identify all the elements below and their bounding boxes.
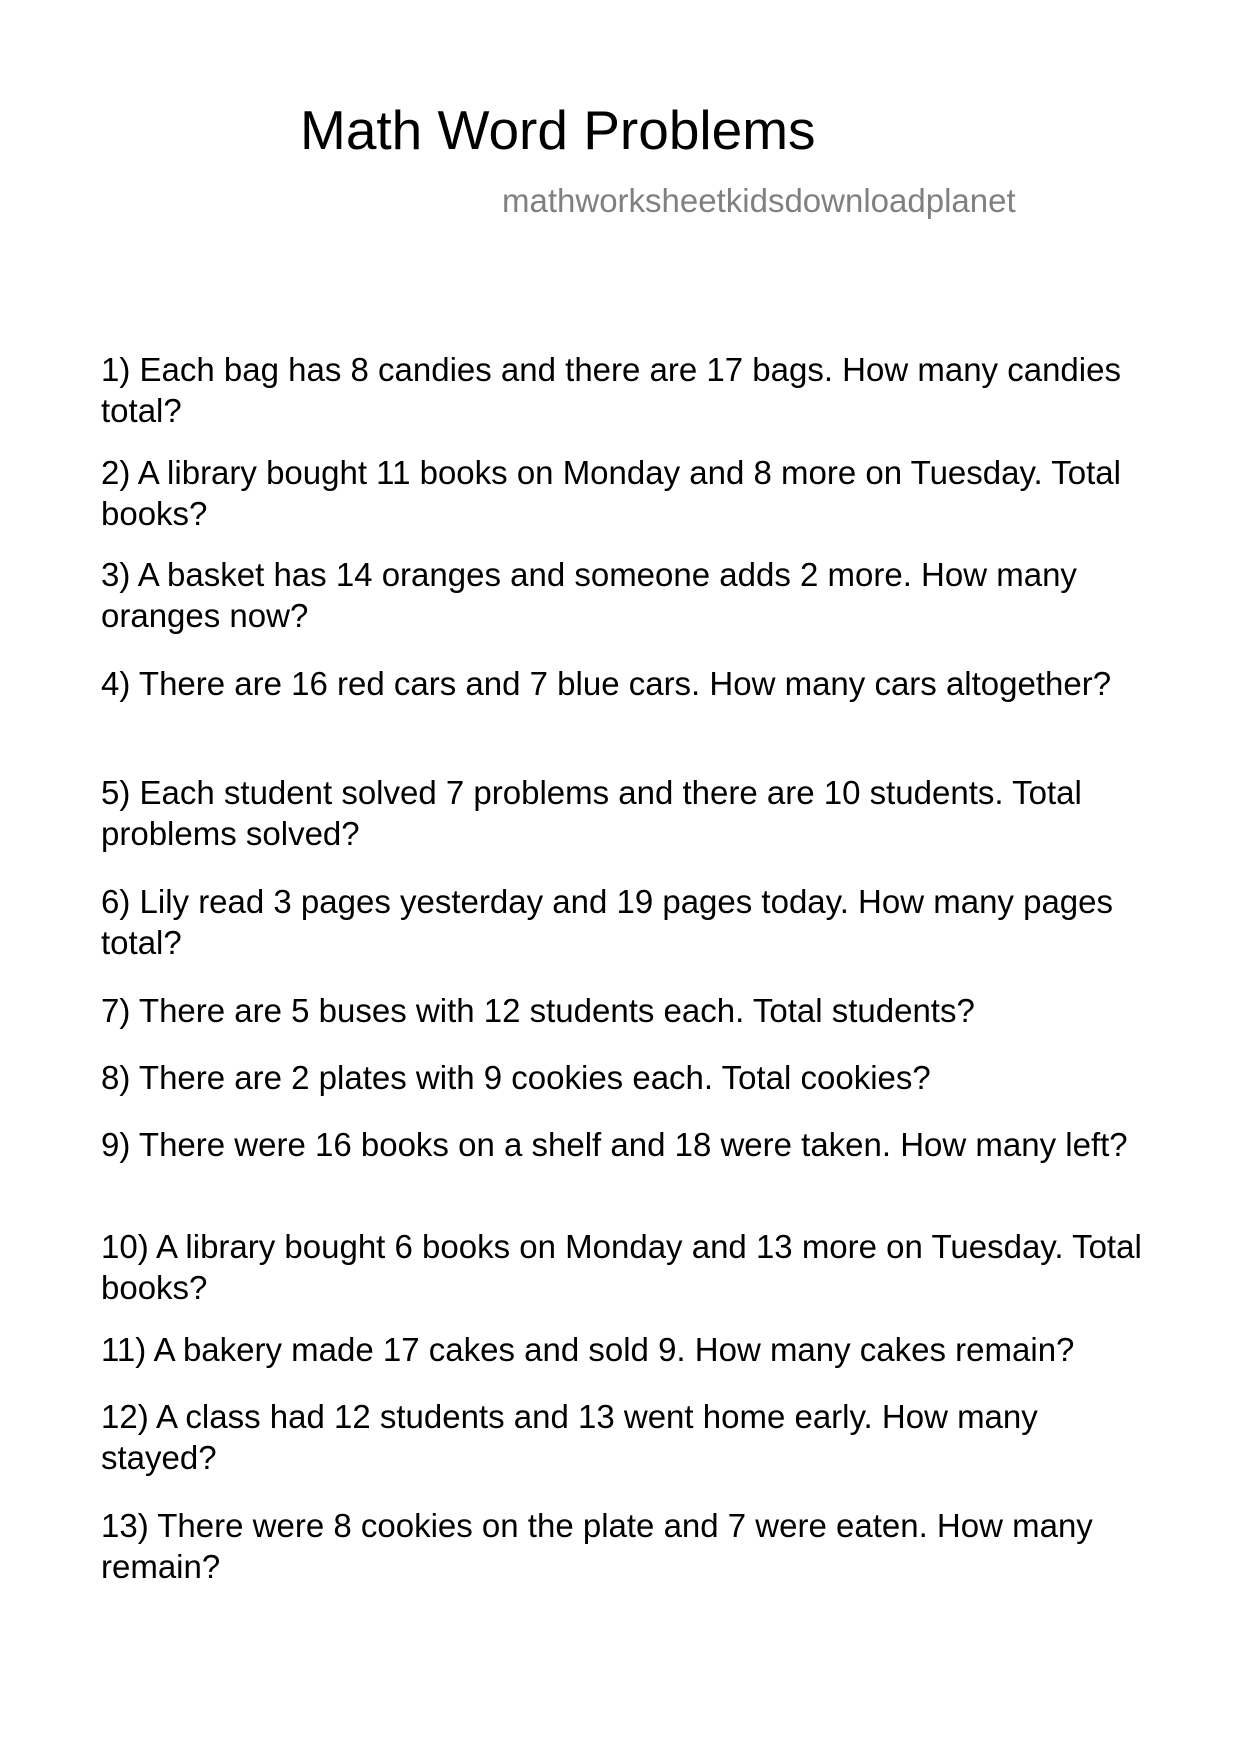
problem-item: 13) There were 8 cookies on the plate and 7 were eaten. How many remain? bbox=[101, 1507, 1093, 1585]
problem-item: 7) There are 5 buses with 12 students each. Total students? bbox=[101, 992, 975, 1029]
problem-item: 5) Each student solved 7 problems and there are 10 students. Total problems solved? bbox=[101, 774, 1082, 852]
problem-item: 10) A library bought 6 books on Monday and 13 more on Tuesday. Total books? bbox=[101, 1228, 1142, 1306]
problem-item: 1) Each bag has 8 candies and there are 17 bags. How many candies total? bbox=[101, 351, 1121, 429]
problem-item: 6) Lily read 3 pages yesterday and 19 pages today. How many pages total? bbox=[101, 883, 1114, 961]
problem-item: 9) There were 16 books on a shelf and 18 were taken. How many left? bbox=[101, 1126, 1128, 1163]
problem-item: 2) A library bought 11 books on Monday and 8 more on Tuesday. Total books? bbox=[101, 454, 1121, 532]
site-watermark: mathworksheetkidsdownloadplanet bbox=[502, 182, 1016, 219]
problem-item: 4) There are 16 red cars and 7 blue cars. How many cars altogether? bbox=[101, 665, 1112, 702]
problem-item: 3) A basket has 14 oranges and someone adds 2 more. How many oranges now? bbox=[101, 556, 1077, 634]
problem-item: 8) There are 2 plates with 9 cookies each. Total cookies? bbox=[101, 1059, 931, 1096]
problem-item: 11) A bakery made 17 cakes and sold 9. How many cakes remain? bbox=[101, 1331, 1075, 1368]
problem-item: 12) A class had 12 students and 13 went home early. How many stayed? bbox=[101, 1398, 1038, 1476]
page-title: Math Word Problems bbox=[300, 99, 816, 161]
